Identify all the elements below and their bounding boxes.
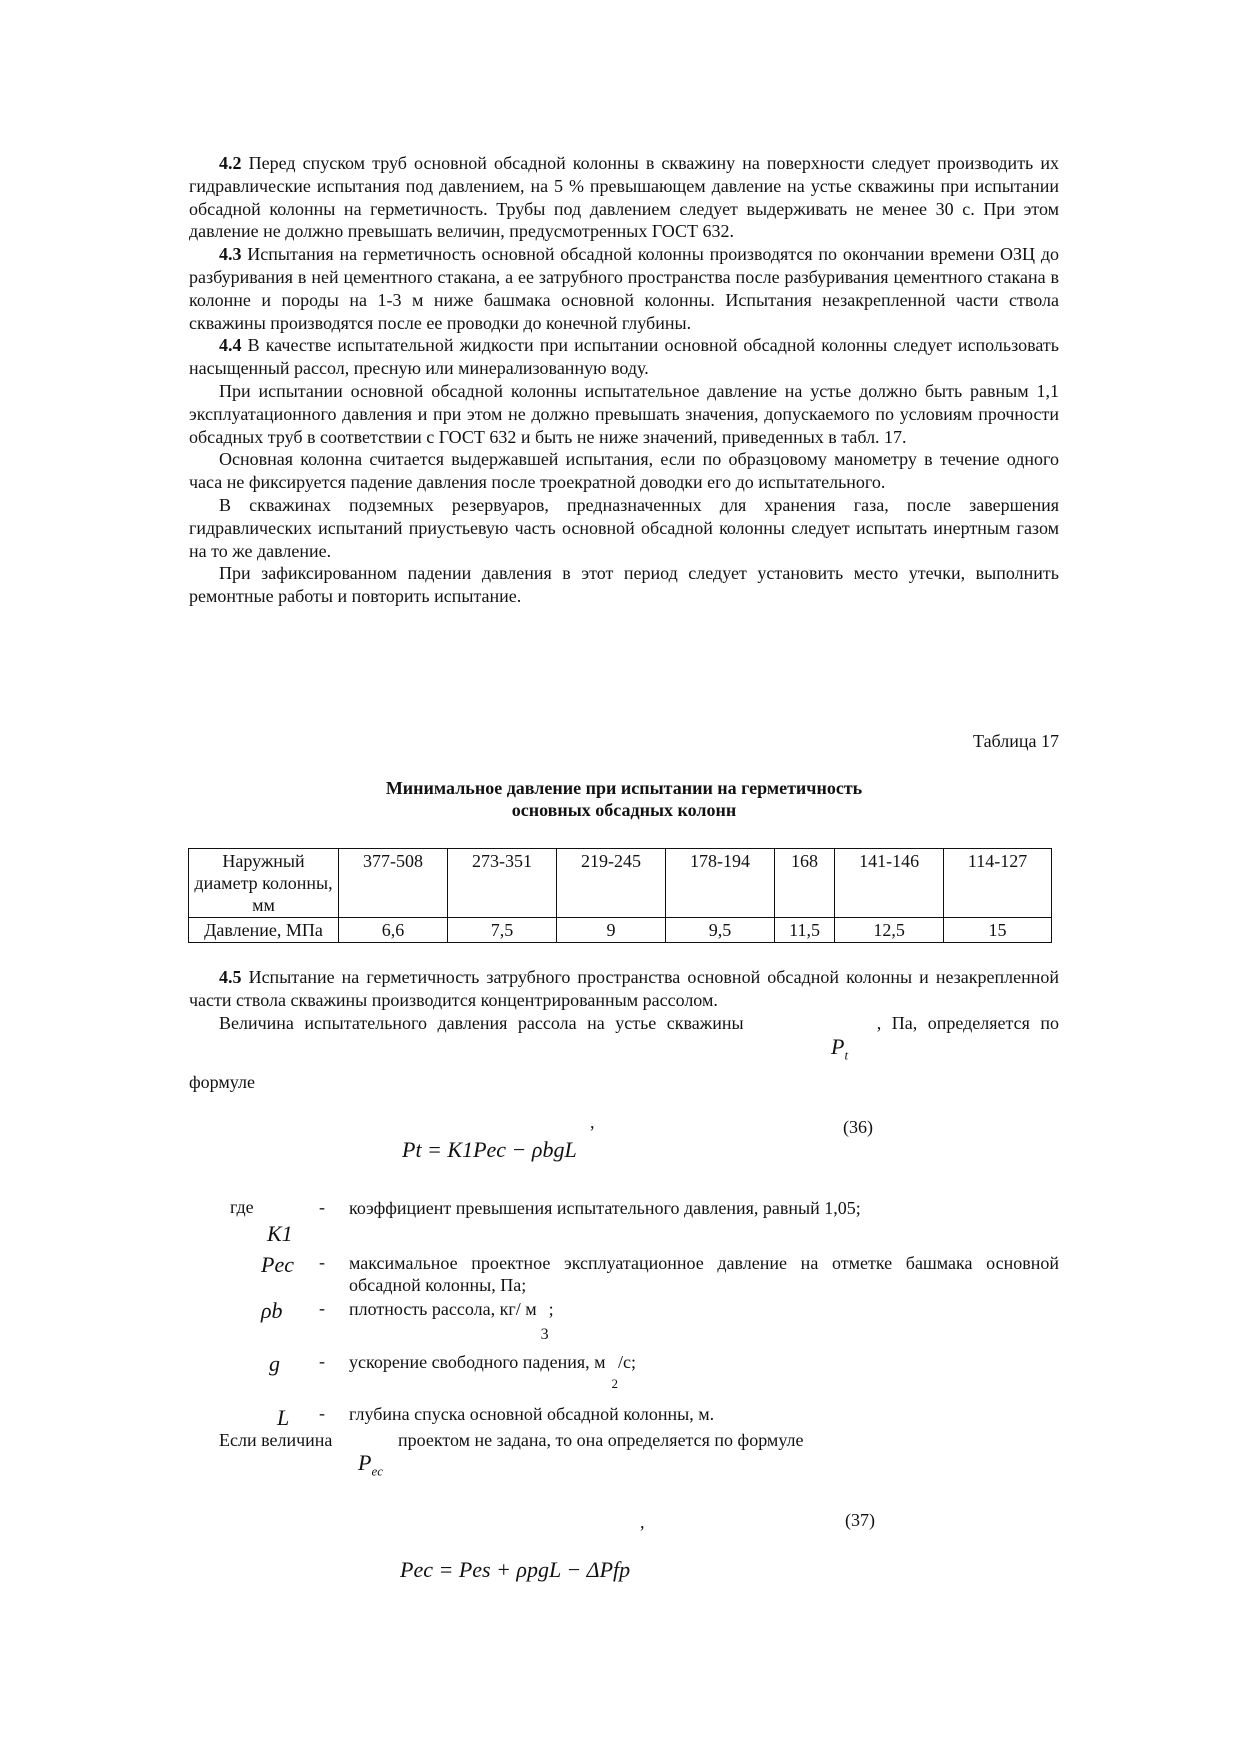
table-cell: 11,5 [775, 918, 835, 943]
paragraph: При испытании основной обсадной колонны испытательное давление на устье должно быть равным 1,1 эксплуатационного давления и при этом не должно превышать значения, допускаемого по условиям прочности обсадных труб в соответствии с ГОСТ 632 и быть не ниже значений, приведенных в табл. 17. [189, 380, 1059, 447]
table-cell: 377-508 [339, 849, 448, 918]
paragraph: В скважинах подземных резервуаров, предназначенных для хранения газа, после завершения гидравлических испытаний приустьевую часть основной обсадной колонны следует испытать инертным газом на то же давление. [189, 494, 1059, 561]
table-row [189, 918, 1052, 943]
table-header-cell: Наружный диаметр колонны, мм [189, 849, 339, 918]
table-cell: 9,5 [666, 918, 775, 943]
formula-37-comma: , [640, 1512, 645, 1532]
symbol-pec: $P_{ec}$ [358, 1450, 383, 1479]
table-caption: Таблица 17 [973, 731, 1059, 751]
body-text [189, 152, 1059, 608]
table-cell: 219-245 [557, 849, 666, 918]
formula-37-number: (37) [845, 1510, 875, 1530]
table-header-cell: Давление, МПа [189, 918, 339, 943]
formula-36: Pt = K1Pec − ρbgL [402, 1137, 577, 1162]
if-text-b: проектом не задана, то она определяется по формуле [398, 1430, 804, 1450]
paragraph-value-end: формуле [189, 1072, 255, 1092]
symbol-pt: $P_t$ [831, 1034, 849, 1063]
table-cell: 12,5 [835, 918, 944, 943]
table-cell: 9 [557, 918, 666, 943]
table-cell: 7,5 [448, 918, 557, 943]
table-cell: 178-194 [666, 849, 775, 918]
paragraph-4-3: 4.3 Испытания на герметичность основной обсадной колонны производятся по окончании времени ОЗЦ до разбуривания в ней цементного стакана, а ее затрубного пространства после разбуривания цементного стакана в колонне и породы на 1-3 м ниже башмака основной колонны. Испытания незакрепленной части ствола скважины производятся после ее проводки до конечной глубины. [189, 244, 1059, 333]
if-text-a: Если величина [219, 1430, 333, 1450]
where-label: где [230, 1197, 254, 1217]
formula-36-comma: , [590, 1112, 595, 1132]
paragraph-4-5: 4.5 Испытание на герметичность затрубного пространства основной обсадной колонны и незакрепленной части ствола скважины производится концентрированным рассолом. [189, 967, 1059, 1010]
table-row [189, 849, 1052, 918]
table-cell: 141-146 [835, 849, 944, 918]
paragraph-4-2: 4.2 Перед спуском труб основной обсадной колонны в скважину на поверхности следует производить их гидравлические испытания под давлением, на 5 % превышающем давление на устье скважины при испытании обсадной колонны на герметичность. Трубы под давлением следует выдерживать не менее 30 с. При этом давление не должно превышать величин, предусмотренных ГОСТ 632. [189, 153, 1059, 242]
table-cell: 6,6 [339, 918, 448, 943]
paragraph: При зафиксированном падении давления в этот период следует установить место утечки, выполнить ремонтные работы и повторить испытание. [189, 563, 1059, 607]
table-cell: 114-127 [944, 849, 1052, 918]
formula-37: Pec = Pes + ρpgL − ΔPfp [400, 1557, 631, 1582]
pressure-table [188, 848, 1052, 943]
formula-36-number: (36) [843, 1117, 873, 1137]
paragraph-4-4: 4.4 В качестве испытательной жидкости при испытании основной обсадной колонны следует использовать насыщенный рассол, пресную или минерализованную воду. [189, 335, 1059, 379]
table-cell: 15 [944, 918, 1052, 943]
table-cell: 273-351 [448, 849, 557, 918]
paragraph: Основная колонна считается выдержавшей испытания, если по образцовому манометру в течение одного часа не фиксируется падение давления после троекратной доводки его до испытательного. [189, 449, 1059, 493]
table-title: Минимальное давление при испытании на герметичность основных обсадных колонн [385, 778, 863, 820]
table-cell: 168 [775, 849, 835, 918]
